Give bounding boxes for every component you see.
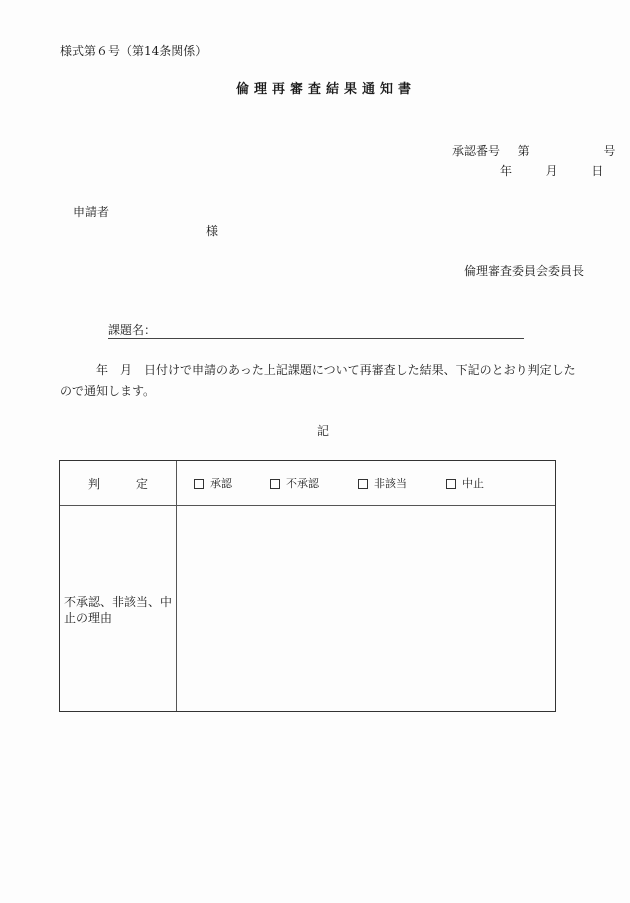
note-heading: 記 — [317, 424, 330, 438]
judgement-label — [88, 478, 148, 490]
option-discontinued[interactable] — [446, 478, 484, 489]
checkbox-icon[interactable] — [446, 479, 456, 489]
option-not-applicable[interactable] — [358, 478, 446, 489]
applicant-honorific: 様 — [206, 224, 219, 238]
option-label: 不承認 — [286, 477, 319, 490]
approval-number-line — [452, 145, 615, 157]
option-label: 非該当 — [374, 477, 407, 490]
judgement-options — [194, 478, 484, 489]
subject-label: 課題名： — [108, 323, 157, 337]
checkbox-icon[interactable] — [358, 479, 368, 489]
checkbox-icon[interactable] — [270, 479, 280, 489]
body-text: 日付けで申請のあった上記課題について再審査した結果、下記のとおり判定した — [144, 363, 576, 377]
body-paragraph-line-2: ので通知します。 — [60, 384, 156, 398]
checkbox-icon[interactable] — [194, 479, 204, 489]
document-title: 倫理再審査結果通知書 — [236, 82, 417, 97]
judgement-label-char-2: 定 — [136, 477, 149, 491]
verdict-table — [59, 460, 556, 712]
issue-date-line — [500, 165, 603, 177]
date-year-label: 年 — [500, 164, 513, 178]
column-divider — [176, 461, 177, 711]
option-not-approved[interactable] — [270, 478, 358, 489]
date-month-label: 月 — [545, 164, 558, 178]
option-label: 中止 — [462, 477, 484, 490]
approval-number-label: 承認番号 — [452, 144, 501, 158]
approval-number-suffix: 号 — [603, 144, 616, 158]
option-approved[interactable] — [194, 478, 270, 489]
body-date-year: 年 — [96, 363, 109, 377]
subject-field[interactable] — [108, 324, 524, 339]
sender-title: 倫理審査委員会委員長 — [464, 264, 585, 278]
applicant-label: 申請者 — [73, 205, 110, 219]
approval-number-prefix: 第 — [517, 144, 530, 158]
judgement-label-char-1: 判 — [88, 477, 101, 491]
form-number: 様式第６号（第14条関係） — [60, 44, 208, 58]
reason-label: 不承認、非該当、中止の理由 — [64, 595, 173, 625]
body-date-month: 月 — [120, 363, 133, 377]
reason-field[interactable] — [178, 507, 555, 711]
body-paragraph-line-1 — [60, 364, 576, 376]
date-day-label: 日 — [591, 164, 604, 178]
option-label: 承認 — [210, 477, 232, 490]
row-divider — [60, 505, 555, 506]
